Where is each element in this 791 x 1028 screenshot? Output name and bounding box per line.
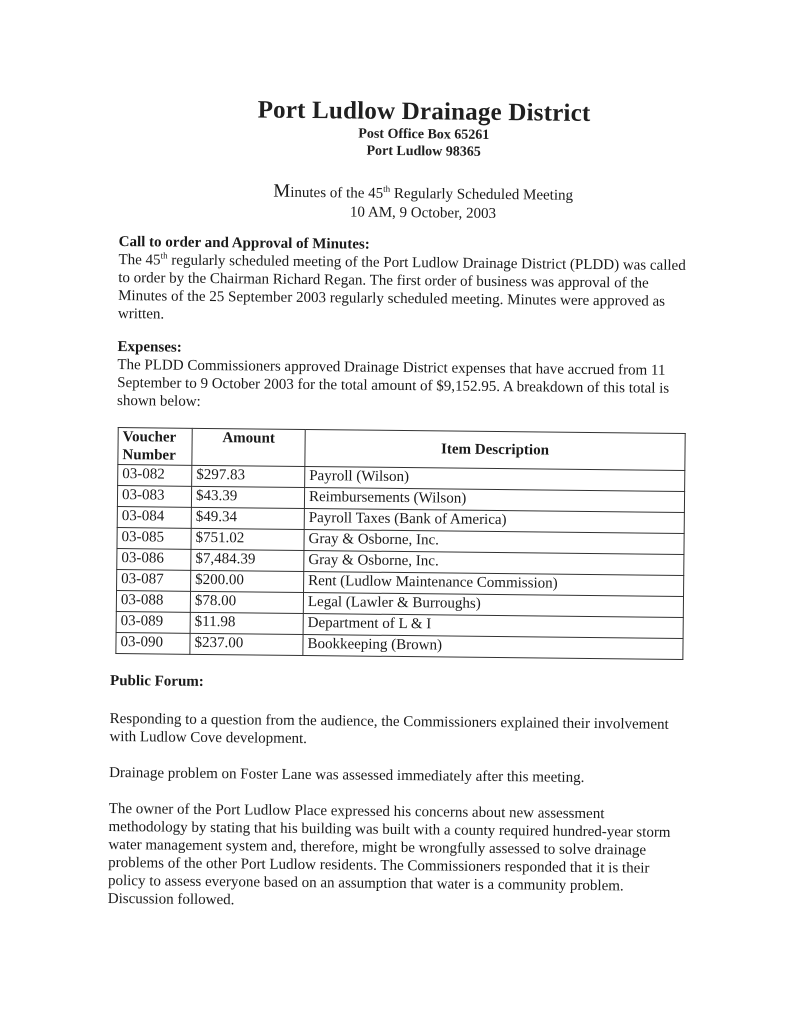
column-header-amount: Amount (192, 428, 305, 466)
amount-cell: $11.98 (190, 612, 303, 634)
voucher-cell: 03-085 (117, 528, 191, 550)
public-forum-paragraph: The owner of the Port Ludlow Place expressed his concerns about new assessment methodology by stating that his building was built with a county required hundred-year storm water management system and, therefore, might be wrongfully assessed to solve drainage problems of the other Port Ludlow residents. The Commissioners responded that it is their policy to assess everyone based on an assumption that water is a community problem. Discussion followed. (107, 800, 671, 909)
voucher-cell: 03-084 (117, 507, 191, 529)
voucher-cell: 03-082 (118, 465, 192, 487)
call-to-order-section (118, 233, 689, 329)
public-forum-section (108, 672, 681, 932)
description-cell: Department of L & I (303, 613, 683, 638)
expenses-text: The PLDD Commissioners approved Drainage District expenses that have accrued from 11 September to 9 October 2003 for the total amount of $9,152.95. A breakdown of this total is shown below: (116, 357, 670, 410)
column-header-description: Item Description (305, 430, 685, 471)
meeting-title-block (233, 181, 613, 225)
voucher-cell: 03-090 (116, 633, 190, 655)
amount-cell: $297.83 (192, 465, 305, 487)
amount-cell: $49.34 (191, 507, 304, 529)
expenses-table (115, 427, 685, 660)
letterhead (234, 96, 615, 162)
title-text: inutes of the 45 (290, 184, 384, 202)
voucher-cell: 03-083 (117, 486, 191, 508)
description-cell: Payroll (Wilson) (305, 467, 685, 492)
ordinal-suffix: th (160, 250, 168, 261)
public-forum-paragraph: Drainage problem on Foster Lane was assessed immediately after this meeting. (109, 764, 585, 786)
voucher-cell: 03-088 (116, 591, 190, 613)
title-initial: M (273, 180, 291, 202)
address-line-1: Post Office Box 65261 (358, 126, 490, 143)
amount-cell: $78.00 (190, 591, 303, 613)
description-cell: Legal (Lawler & Burroughs) (303, 592, 683, 617)
org-name: Port Ludlow Drainage District (257, 96, 591, 127)
call-to-order-heading: Call to order and Approval of Minutes: (118, 234, 370, 253)
amount-cell: $237.00 (190, 633, 303, 655)
description-cell: Gray & Osborne, Inc. (304, 529, 684, 554)
amount-cell: $200.00 (191, 570, 304, 592)
amount-cell: $751.02 (191, 528, 304, 550)
public-forum-heading: Public Forum: (110, 672, 204, 690)
amount-cell: $7,484.39 (191, 549, 304, 571)
text-part: regularly scheduled meeting of the Port Ludlow Drainage District (PLDD) was called to order by the Chairman Richard Regan. The first order of business was approval of the Minutes of the 25 September 2003 regularly scheduled meeting. Minutes were approved as written. (117, 252, 686, 323)
meeting-datetime: 10 AM, 9 October, 2003 (349, 204, 497, 222)
description-cell: Payroll Taxes (Bank of America) (304, 508, 684, 533)
voucher-cell: 03-086 (117, 549, 191, 571)
description-cell: Bookkeeping (Brown) (303, 634, 683, 659)
text-part: The 45 (118, 252, 161, 269)
voucher-cell: 03-087 (117, 570, 191, 592)
title-suffix: Regularly Scheduled Meeting (390, 185, 574, 204)
expenses-heading: Expenses: (117, 339, 182, 356)
amount-cell: $43.39 (191, 486, 304, 508)
title-ordinal: th (383, 183, 391, 194)
description-cell: Reimbursements (Wilson) (304, 488, 684, 513)
address-line-2: Port Ludlow 98365 (366, 143, 481, 160)
meeting-title (233, 181, 613, 206)
table-header-row (118, 428, 685, 471)
expenses-section (117, 338, 688, 416)
public-forum-paragraph: Responding to a question from the audience, the Commissioners explained their involvement with Ludlow Cove development. (109, 710, 669, 748)
call-to-order-text (118, 251, 689, 329)
description-cell: Gray & Osborne, Inc. (304, 550, 684, 575)
column-header-voucher: Voucher Number (118, 428, 192, 466)
description-cell: Rent (Ludlow Maintenance Commission) (304, 571, 684, 596)
voucher-cell: 03-089 (116, 612, 190, 634)
